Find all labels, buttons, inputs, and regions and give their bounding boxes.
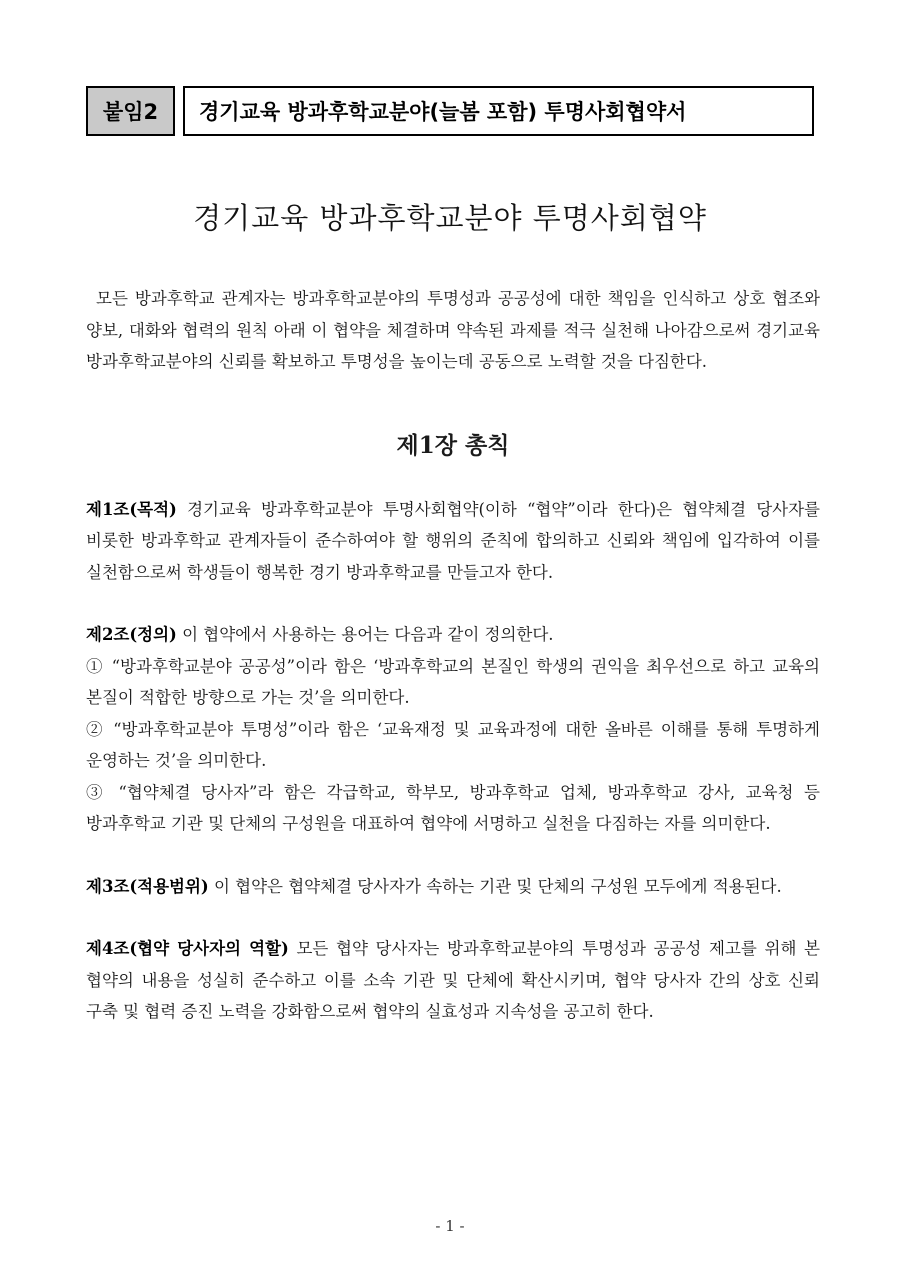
attachment-label: 붙임2 <box>86 86 175 136</box>
definition-item: ② “방과후학교분야 투명성”이라 함은 ‘교육재정 및 교육과정에 대한 올바른 이해를 통해 투명하게 운영하는 것’을 의미한다. <box>86 719 820 770</box>
article-3 <box>86 871 820 903</box>
chapter-title: 제1장 총칙 <box>396 431 510 459</box>
page-number: - 1 - <box>435 1217 465 1235</box>
definition-item: ① “방과후학교분야 공공성”이라 함은 ‘방과후학교의 본질인 학생의 권익을 최우선으로 하고 교육의 본질이 적합한 방향으로 가는 것’을 의미한다. <box>86 656 820 707</box>
document-body <box>86 283 820 1028</box>
article-body: 이 협약은 협약체결 당사자가 속하는 기관 및 단체의 구성원 모두에게 적용된다. <box>208 876 782 896</box>
article-body: 이 협약에서 사용하는 용어는 다음과 같이 정의한다. <box>176 625 554 644</box>
article-heading: 제4조(협약 당사자의 역할) <box>86 939 289 958</box>
article-4 <box>86 933 820 1028</box>
preamble: 모든 방과후학교 관계자는 방과후학교분야의 투명성과 공공성에 대한 책임을 인식하고 상호 협조와 양보, 대화와 협력의 원칙 아래 이 협약을 체결하며 약속된 과제를 적극 실천해 나아감으로써 경기교육 방과후학교분야의 신뢰를 확보하고 투명성을 높이는데 공동으로 노력할 것을 다짐한다. <box>86 289 820 371</box>
attachment-title: 경기교육 방과후학교분야(늘봄 포함) 투명사회협약서 <box>183 86 814 136</box>
article-2 <box>86 619 820 840</box>
document-title: 경기교육 방과후학교분야 투명사회협약 <box>193 201 707 235</box>
article-body: 모든 협약 당사자는 방과후학교분야의 투명성과 공공성 제고를 위해 본 협약의 내용을 성실히 준수하고 이를 소속 기관 및 단체에 확산시키며, 협약 당사자 간의 상호 신뢰 구축 및 협력 증진 노력을 강화함으로써 협약의 실효성과 지속성을 공고히 한다. <box>86 939 820 1021</box>
article-heading: 제1조(목적) <box>86 499 177 519</box>
article-1 <box>86 494 820 589</box>
article-heading: 제2조(정의) <box>86 625 177 644</box>
article-heading: 제3조(적용범위) <box>86 876 209 896</box>
definition-item: ③ “협약체결 당사자”라 함은 각급학교, 학부모, 방과후학교 업체, 방과후학교 강사, 교육청 등 방과후학교 기관 및 단체의 구성원을 대표하여 협약에 서명하고 실천을 다짐하는 자를 의미한다. <box>86 782 820 833</box>
attachment-header <box>86 86 814 136</box>
article-body: 경기교육 방과후학교분야 투명사회협약(이하 “협약”이라 한다)은 협약체결 당사자를 비롯한 방과후학교 관계자들이 준수하여야 할 행위의 준칙에 합의하고 신뢰와 책임에 입각하여 이를 실천함으로써 학생들이 행복한 경기 방과후학교를 만들고자 한다. <box>86 499 820 582</box>
